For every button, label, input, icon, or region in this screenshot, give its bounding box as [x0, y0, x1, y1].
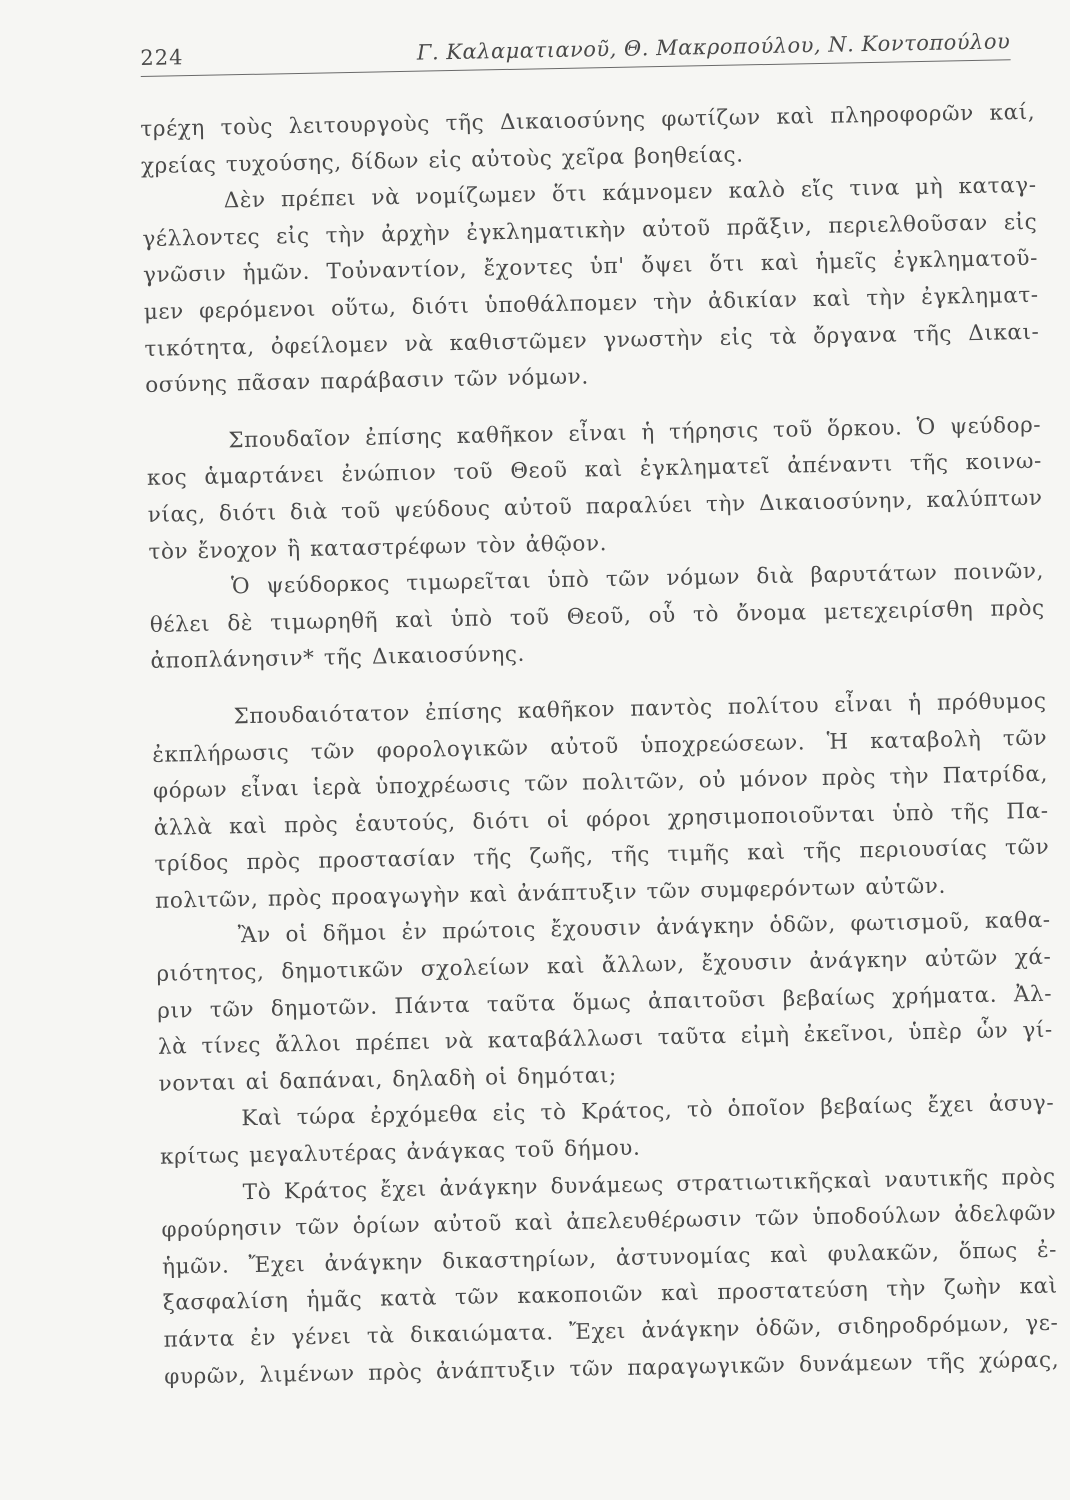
text-line: ἀλλὰ καὶ πρὸς ἑαυτούς, διότι οἱ φόροι χρησιμοποιοῦνται ὑπὸ τῆς Πα-	[153, 798, 1049, 841]
text-line: φόρων εἶναι ἱερὰ ὑποχρέωσις τῶν πολιτῶν, οὐ μόνον πρὸς τὴν Πατρίδα,	[152, 761, 1049, 804]
body-text	[140, 95, 1059, 1396]
paragraph	[156, 903, 1054, 1103]
text-line: Τὸ Κράτος ἔχει ἀνάγκην δυνάμεως στρατιωτικῆςκαὶ ναυτικῆς πρὸς	[242, 1164, 1056, 1205]
text-line: ριν τῶν δημοτῶν. Πάντα ταῦτα ὅμως ἀπαιτοῦσι βεβαίως χρήματα. Ἀλ-	[157, 981, 1053, 1024]
text-line: ριότητος, δημοτικῶν σχολείων καὶ ἄλλων, ἔχουσιν ἀνάγκην αὐτῶν χά-	[156, 944, 1052, 987]
text-line: λὰ τίνες ἄλλοι πρέπει νὰ καταβάλλωσι ταῦτα εἰμὴ ἐκεῖνοι, ὑπὲρ ὧν γί-	[157, 1017, 1054, 1061]
text-line: νονται αἱ δαπάναι, δηλαδὴ οἱ δημόται;	[158, 1062, 618, 1097]
text-line: τρίδος πρὸς προστασίαν τῆς ζωῆς, τῆς τιμῆς καὶ τῆς περιουσίας τῶν	[154, 834, 1050, 878]
text-line: Σπουδαῖον ἐπίσης καθῆκον εἶναι ἡ τήρησις τοῦ ὅρκου. Ὁ ψεύδορ-	[228, 412, 1042, 454]
page-number: 224	[140, 45, 184, 70]
text-line: τὸν ἔνοχον ἢ καταστρέφων τὸν ἀθῷον.	[148, 530, 608, 565]
text-line: Καὶ τώρα ἐρχόμεθα εἰς τὸ Κράτος, τὸ ὁποῖον βεβαίως ἔχει ἀσυγ-	[241, 1091, 1055, 1132]
text-line: οσύνης πᾶσαν παράβασιν τῶν νόμων.	[145, 364, 590, 399]
paragraph	[149, 554, 1046, 681]
text-line: ἐκπλήρωσις τῶν φορολογικῶν αὐτοῦ ὑποχρεώσεων. Ἡ καταβολὴ τῶν	[152, 725, 1048, 768]
text-line: Δὲν πρέπει νὰ νομίζωμεν ὅτι κάμνομεν καλὸ εἴς τινα μὴ καταγ-	[223, 172, 1037, 214]
text-line: Σπουδαιότατον ἐπίσης καθῆκον παντὸς πολίτου εἶναι ἡ πρόθυμος	[233, 688, 1047, 730]
paragraph	[151, 684, 1050, 921]
text-line: φυρῶν, λιμένων πρὸς ἀνάπτυξιν τῶν παραγωγικῶν δυνάμεων τῆς χώρας,	[164, 1347, 1060, 1390]
text-line: κος ἁμαρτάνει ἐνώπιον τοῦ Θεοῦ καὶ ἐγκληματεῖ ἀπέναντι τῆς κοινω-	[146, 449, 1043, 492]
text-line: τρέχη τοὺς λειτουργοὺς τῆς Δικαιοσύνης φωτίζων καὶ πληροφορῶν καί,	[140, 99, 1036, 142]
text-line: Ἂν οἱ δῆμοι ἐν πρώτοις ἔχουσιν ἀνάγκην ὁδῶν, φωτισμοῦ, καθα-	[237, 908, 1051, 949]
text-line: ἀποπλάνησιν* τῆς Δικαιοσύνης.	[150, 642, 526, 675]
text-line: τικότητα, ὀφείλομεν νὰ καθιστῶμεν γνωστὴν εἰς τὰ ὄργανα τῆς Δικαι-	[144, 319, 1040, 362]
text-line: πάντα ἐν γένει τὰ δικαιώματα. Ἔχει ἀνάγκην ὁδῶν, σιδηροδρόμων, γε-	[163, 1310, 1059, 1353]
text-line: γνῶσιν ἡμῶν. Τοὐναντίον, ἔχοντες ὑπ' ὄψει ὅτι καὶ ἡμεῖς ἐγκληματοῦ-	[142, 246, 1039, 289]
text-line: νίας, διότι διὰ τοῦ ψεύδους αὐτοῦ παραλύει τὴν Δικαιοσύνην, καλύπτων	[147, 485, 1043, 528]
text-line: κρίτως μεγαλυτέρας ἀνάγκας τοῦ δήμου.	[159, 1135, 641, 1170]
text-line: πολιτῶν, πρὸς προαγωγὴν καὶ ἀνάπτυξιν τῶν συμφερόντων αὐτῶν.	[154, 873, 947, 914]
text-line: ἡμῶν. Ἔχει ἀνάγκην δικαστηρίων, ἀστυνομίας καὶ φυλακῶν, ὅπως ἐ-	[161, 1237, 1058, 1280]
text-line: γέλλοντες εἰς τὴν ἀρχὴν ἐγκληματικὴν αὐτοῦ πρᾶξιν, περιελθοῦσαν εἰς	[142, 209, 1038, 252]
text-line: ξασφαλίση ἡμᾶς κατὰ τῶν κακοποιῶν καὶ προστατεύση τὴν ζωὴν καὶ	[162, 1274, 1058, 1317]
text-line: φρούρησιν τῶν ὁρίων αὐτοῦ καὶ ἀπελευθέρωσιν τῶν ὑποδούλων ἀδελφῶν	[161, 1200, 1057, 1244]
text-line: θέλει δὲ τιμωρηθῆ καὶ ὑπὸ τοῦ Θεοῦ, οὗ τὸ ὄνομα μετεχειρίσθη πρὸς	[149, 595, 1045, 638]
paragraph	[160, 1159, 1059, 1396]
text-line: χρείας τυχούσης, δίδων εἰς αὐτοὺς χεῖρα βοηθείας.	[140, 142, 744, 179]
text-line: μεν φερόμενοι οὕτω, διότι ὑποθάλπομεν τὴν ἀδικίαν καὶ τὴν ἐγκληματ-	[143, 282, 1039, 325]
paragraph	[146, 408, 1044, 572]
paragraph	[141, 168, 1040, 405]
page-header	[140, 19, 1011, 77]
running-head: Γ. Καλαματιανοῦ, Θ. Μακροπούλου, Ν. Κοντοπούλου	[416, 29, 1011, 65]
text-line: Ὁ ψεύδορκος τιμωρεῖται ὑπὸ τῶν νόμων διὰ βαρυτάτων ποινῶν,	[230, 558, 1045, 600]
